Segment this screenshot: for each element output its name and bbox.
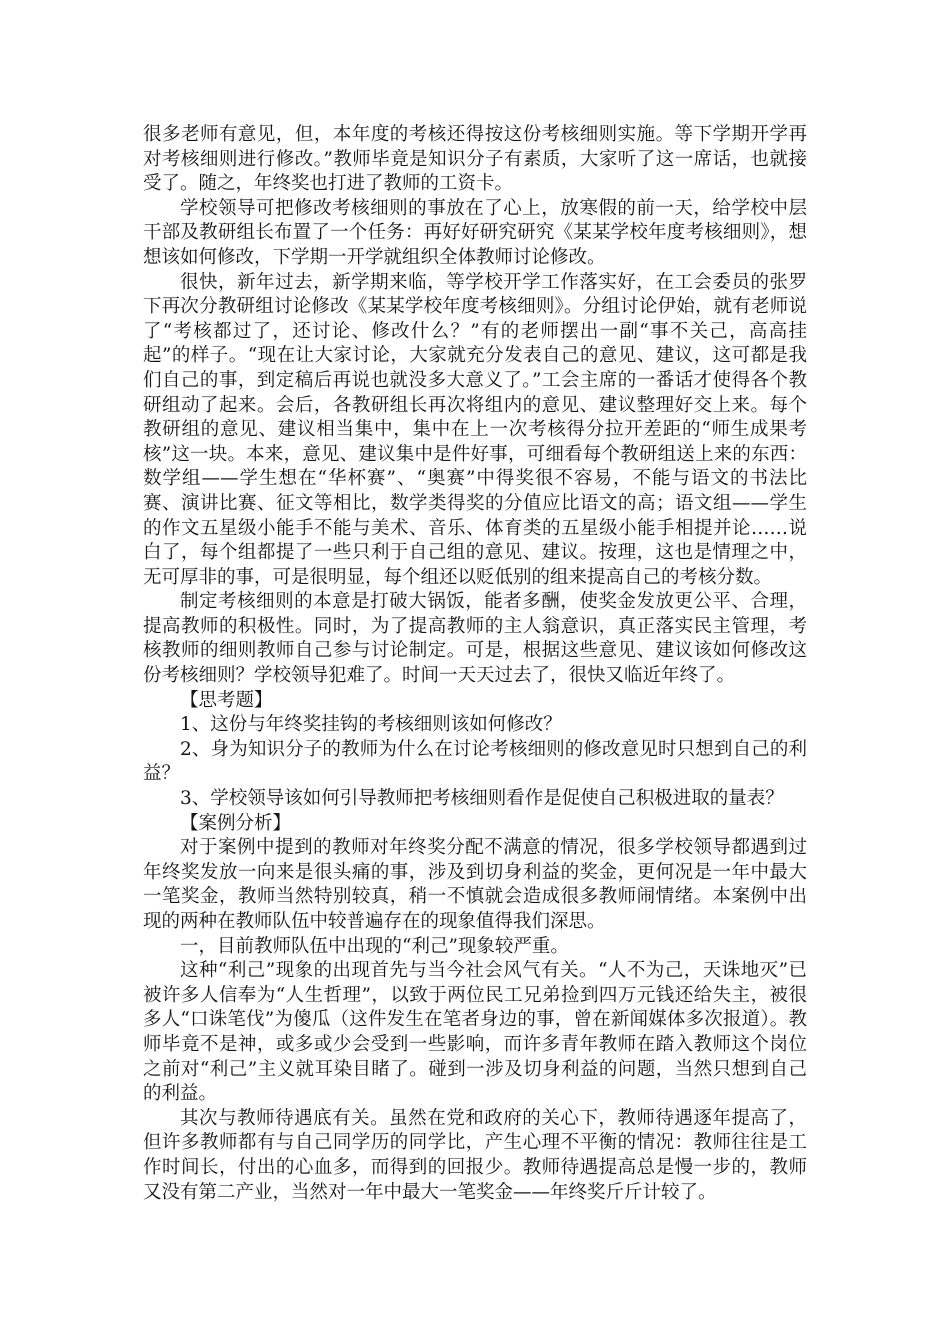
document-body xyxy=(143,123,807,1205)
paragraph-group-discussion: 很快，新年过去，新学期来临，等学校开学工作落实好，在工会委员的张罗下再次分教研组讨论修改《某某学校年度考核细则》。分组讨论伊始，就有老师说了“考核都过了，还讨论、修改什么？”有的老师摆出一副“事不关己，高高挂起”的样子。“现在让大家讨论，大家就充分发表自己的意见、建议，这可都是我们自己的事，到定稿后再说也就没多大意义了。”工会主席的一番话才使得各个教研组动了起来。会后，各教研组长再次将组内的意见、建议整理好交上来。每个教研组的意见、建议相当集中，集中在上一次考核得分拉开差距的“师生成果考核”这一块。本来，意见、建议集中是件好事，可细看每个教研组送上来的东西：数学组——学生想在“华杯赛”、“奥赛”中得奖很不容易，不能与语文的书法比赛、演讲比赛、征文等相比，数学类得奖的分值应比语文的高；语文组——学生的作文五星级小能手不能与美术、音乐、体育类的五星级小能手相提并论……说白了，每个组都提了一些只利于自己组的意见、建议。按理，这也是情理之中，无可厚非的事，可是很明显，每个组还以贬低别的组来提高自己的考核分数。 xyxy=(143,271,807,588)
paragraph-continuation: 很多老师有意见，但，本年度的考核还得按这份考核细则实施。等下学期开学再对考核细则进行修改。”教师毕竟是知识分子有素质，大家听了这一席话，也就接受了。随之，年终奖也打进了教师的工资卡。 xyxy=(143,124,807,195)
heading-questions: 【思考题】 xyxy=(180,689,273,711)
heading-case-analysis: 【案例分析】 xyxy=(180,812,292,834)
question-2: 2、身为知识分子的教师为什么在讨论考核细则的修改意见时只想到自己的利益？ xyxy=(143,738,807,785)
paragraph-teacher-pay: 其次与教师待遇底有关。虽然在党和政府的关心下，教师待遇逐年提高了，但许多教师都有与自己同学历的同学比，产生心理不平衡的情况：教师往往是工作时间长，付出的心血多，而得到的回报少。教师待遇提高总是慢一步的，教师又没有第二产业，当然对一年中最大一笔奖金——年终奖斤斤计较了。 xyxy=(143,1107,807,1203)
paragraph-leader-plan: 学校领导可把修改考核细则的事放在了心上，放寒假的前一天，给学校中层干部及教研组长布置了一个任务：再好好研究研究《某某学校年度考核细则》，想想该如何修改，下学期一开学就组织全体教师讨论修改。 xyxy=(143,197,807,268)
paragraph-analysis-intro: 对于案例中提到的教师对年终奖分配不满意的情况，很多学校领导都遇到过年终奖发放一向来是很头痛的事，涉及到切身利益的奖金，更何况是一年中最大一笔奖金，教师当然特别较真，稍一不慎就会造成很多教师闹情绪。本案例中出现的两种在教师队伍中较普遍存在的现象值得我们深思。 xyxy=(143,837,807,932)
paragraph-purpose: 制定考核细则的本意是打破大锅饭，能者多酬，使奖金发放更公平、合理，提高教师的积极性。同时，为了提高教师的主人翁意识，真正落实民主管理，考核教师的细则教师自己参与讨论制定。可是，根据这些意见、建议该如何修改这份考核细则？学校领导犯难了。时间一天天过去了，很快又临近年终了。 xyxy=(143,591,807,687)
question-3: 3、学校领导该如何引导教师把考核细则看作是促使自己积极进取的量表？ xyxy=(180,788,784,810)
question-1: 1、这份与年终奖挂钩的考核细则该如何修改？ xyxy=(180,714,562,736)
paragraph-point-one: 一，目前教师队伍中出现的“利己”现象较严重。 xyxy=(180,935,569,957)
paragraph-social-climate: 这种“利己”现象的出现首先与当今社会风气有关。“人不为己，天诛地灭”已被许多人信奉为“人生哲理”，以致于两位民工兄弟捡到四万元钱还给失主，被很多人“口诛笔伐”为傻瓜（这件发生在笔者身边的事，曾在新闻媒体多次报道）。教师毕竟不是神，或多或少会受到一些影响，而许多青年教师在踏入教师这个岗位之前对“利己”主义就耳染目睹了。碰到一涉及切身利益的问题，当然只想到自己的利益。 xyxy=(143,960,807,1105)
